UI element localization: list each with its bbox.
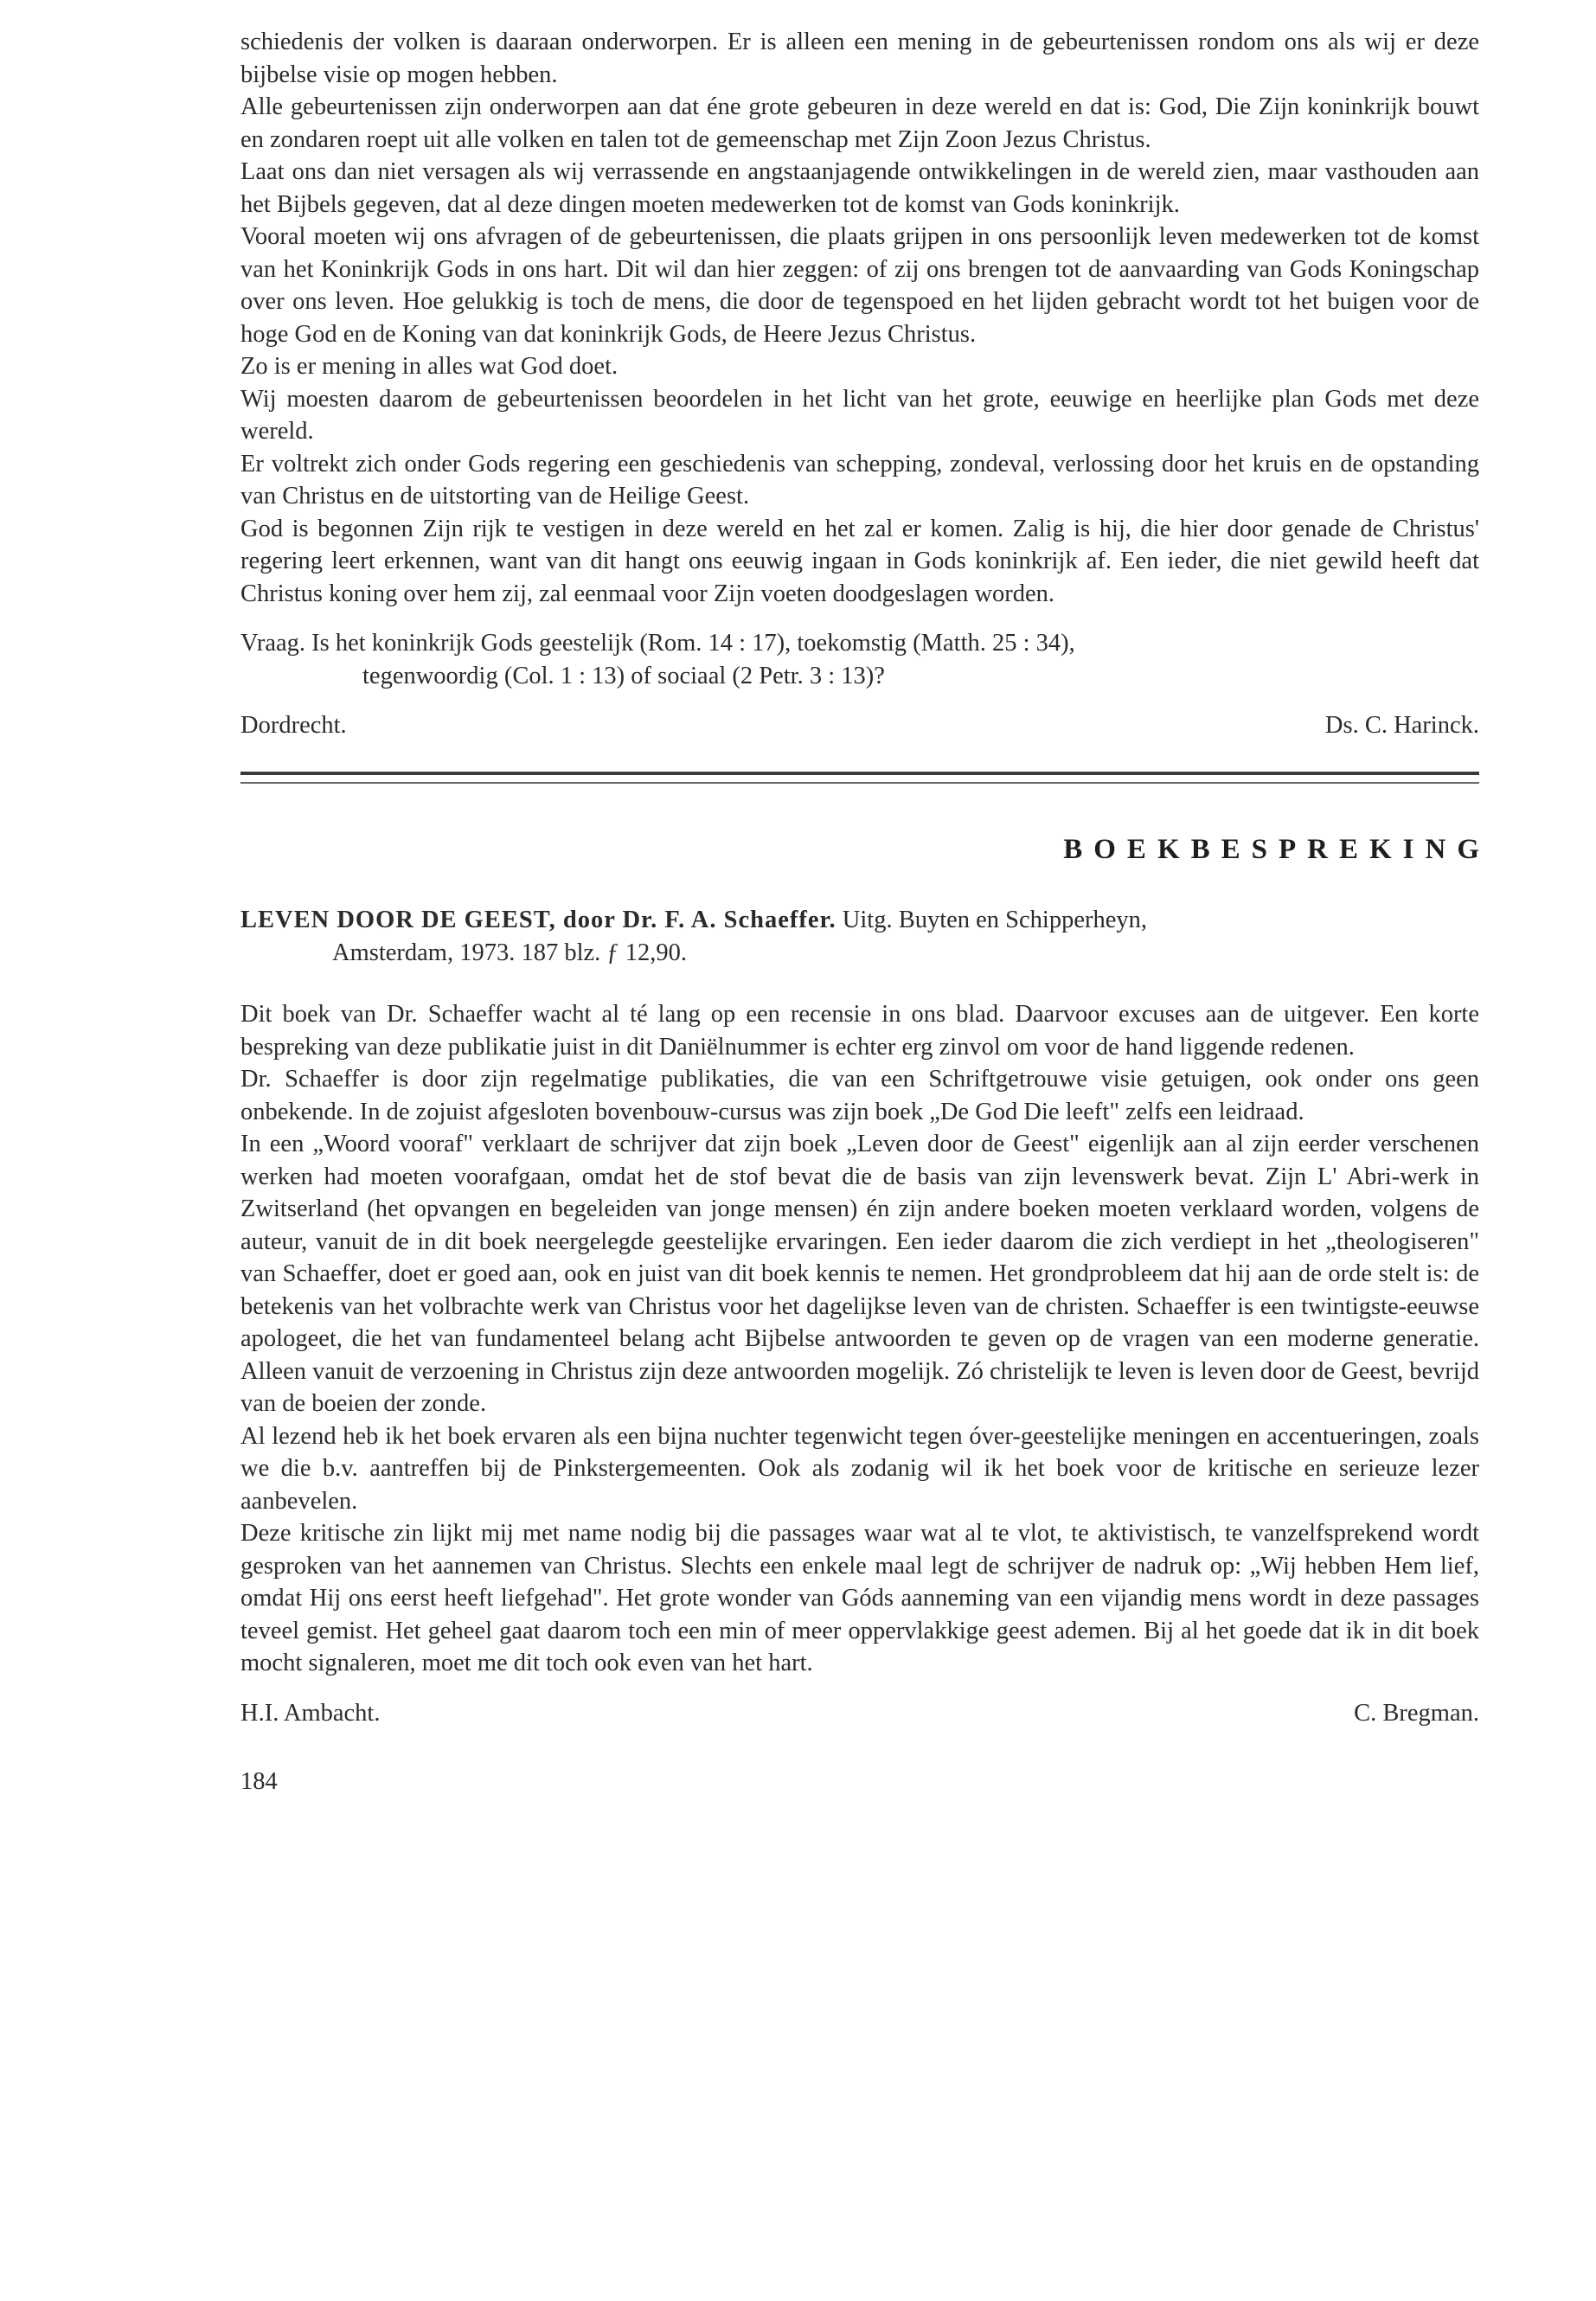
review-body bbox=[240, 998, 1479, 1680]
review-paragraph: Dit boek van Dr. Schaeffer wacht al té lang op een recensie in ons blad. Daarvoor excuses aan de uitgever. Een korte bespreking van deze publikatie juist in dit Daniëlnummer is echter erg zinvol om voor de hand liggende redenen. bbox=[240, 1001, 1479, 1061]
question-line-2: tegenwoordig (Col. 1 : 13) of sociaal (2 Petr. 3 : 13)? bbox=[362, 662, 885, 689]
review-signature bbox=[240, 1697, 1479, 1730]
article-paragraph: schiedenis der volken is daaraan onderworpen. Er is alleen een mening in de gebeurtenissen rondom ons als wij er deze bijbelse visie op mogen hebben. bbox=[240, 29, 1479, 88]
article-paragraph: Er voltrekt zich onder Gods regering een geschiedenis van schepping, zondeval, verlossing door het kruis en de opstanding van Christus en de uitstorting van de Heilige Geest. bbox=[240, 450, 1479, 510]
article-author: Ds. C. Harinck. bbox=[1324, 712, 1479, 739]
page-number: 184 bbox=[240, 1768, 278, 1795]
article-paragraph: Zo is er mening in alles wat God doet. bbox=[240, 353, 619, 380]
divider-thick-line bbox=[240, 772, 1479, 775]
article-paragraph: Alle gebeurtenissen zijn onderworpen aan dat éne grote gebeuren in deze wereld en dat is: God, Die Zijn koninkrijk bouwt en zondaren roept uit alle volken en talen tot de gemeenschap met Zijn Zoon Jezus Christus. bbox=[240, 93, 1479, 153]
review-paragraph: Dr. Schaeffer is door zijn regelmatige publikaties, die van een Schriftgetrouwe visie getuigen, ook onder ons geen onbekende. In de zojuist afgesloten bovenbouw-cursus was zijn boek „De God Die leeft" zelfs een leidraad. bbox=[240, 1066, 1479, 1125]
review-place: H.I. Ambacht. bbox=[240, 1699, 381, 1727]
question-line-1: Vraag. Is het koninkrijk Gods geestelijk (Rom. 14 : 17), toekomstig (Matth. 25 : 34), bbox=[240, 630, 1075, 657]
book-title: LEVEN DOOR DE GEEST, door Dr. F. A. Schaeffer. bbox=[240, 907, 836, 933]
document-page bbox=[240, 26, 1490, 1798]
section-divider bbox=[240, 772, 1479, 799]
book-publication-details: Amsterdam, 1973. 187 blz. ƒ 12,90. bbox=[332, 939, 688, 966]
article-paragraph: God is begonnen Zijn rijk te vestigen in deze wereld en het zal er komen. Zalig is hij, die hier door genade de Christus' regering leert erkennen, want van dit hangt ons eeuwig ingaan in Gods koninkrijk af. Een ieder, die niet gewild heeft dat Christus koning over hem zij, zal eenmaal voor Zijn voeten doodgeslagen worden. bbox=[240, 515, 1479, 607]
section-heading: BOEKBESPREKING bbox=[1063, 833, 1490, 865]
book-reference bbox=[240, 904, 1479, 969]
article-paragraph: Wij moesten daarom de gebeurtenissen beoordelen in het licht van het grote, eeuwige en heerlijke plan Gods met deze wereld. bbox=[240, 385, 1479, 445]
article-body bbox=[240, 26, 1479, 610]
article-signature bbox=[240, 709, 1479, 742]
article-paragraph: Laat ons dan niet versagen als wij verrassende en angstaanjagende ontwikkelingen in de wereld zien, maar vasthouden aan het Bijbels gegeven, dat al deze dingen moeten medewerken tot de komst van Gods koninkrijk. bbox=[240, 158, 1479, 218]
divider-thin-line bbox=[240, 782, 1479, 784]
article-paragraph: Vooral moeten wij ons afvragen of de gebeurtenissen, die plaats grijpen in ons persoonlijk leven medewerken tot de komst van het Koninkrijk Gods in ons hart. Dit wil dan hier zeggen: of zij ons brengen tot de aanvaarding van Gods Koningschap over ons leven. Hoe gelukkig is toch de mens, die door de tegenspoed en het lijden gebracht wordt tot het buigen voor de hoge God en de Koning van dat koninkrijk Gods, de Heere Jezus Christus. bbox=[240, 223, 1479, 348]
review-paragraph: Al lezend heb ik het boek ervaren als een bijna nuchter tegenwicht tegen óver-geestelijke meningen en accentueringen, zoals we die b.v. aantreffen bij de Pinkstergemeenten. Ook als zodanig wil ik het boek voor de kritische en serieuze lezer aanbevelen. bbox=[240, 1422, 1479, 1515]
review-paragraph: In een „Woord vooraf" verklaart de schrijver dat zijn boek „Leven door de Geest" eigenlijk aan al zijn eerder verschenen werken had moeten voorafgaan, omdat het de stof bevat die de basis van zijn levenswerk bevat. Zijn L' Abri-werk in Zwitserland (het opvangen en begeleiden van jonge mensen) én zijn andere boeken moeten verklaard worden, volgens de auteur, vanuit de in dit boek neergelegde geestelijke ervaringen. Een ieder daarom die zich verdiept in het „theologiseren" van Schaeffer, doet er goed aan, ook en juist van dit boek kennis te nemen. Het grondprobleem dat hij aan de orde stelt is: de betekenis van het volbrachte werk van Christus voor het dagelijkse leven van de christen. Schaeffer is een twintigste-eeuwse apologeet, die het van fundamenteel belang acht Bijbelse antwoorden te geven op de vragen van een moderne generatie. Alleen vanuit de verzoening in Christus zijn deze antwoorden mogelijk. Zó christelijk te leven is leven door de Geest, bevrijd van de boeien der zonde. bbox=[240, 1131, 1479, 1417]
study-question bbox=[240, 627, 1479, 692]
article-place: Dordrecht. bbox=[240, 712, 347, 739]
review-paragraph: Deze kritische zin lijkt mij met name nodig bij die passages waar wat al te vlot, te aktivistisch, te vanzelfsprekend wordt gesproken van het aannemen van Christus. Slechts een enkele maal legt de schrijver de nadruk op: „Wij hebben Hem lief, omdat Hij ons eerst heeft liefgehad". Het grote wonder van Góds aanneming van een vijandig mens wordt in deze passages teveel gemist. Het geheel gaat daarom toch een min of meer oppervlakkige geest ademen. Bij al het goede dat ik in dit boek mocht signaleren, moet me dit toch ook even van het hart. bbox=[240, 1520, 1479, 1676]
book-publisher: Uitg. Buyten en Schipperheyn, bbox=[836, 907, 1148, 933]
review-author: C. Bregman. bbox=[1354, 1699, 1479, 1727]
